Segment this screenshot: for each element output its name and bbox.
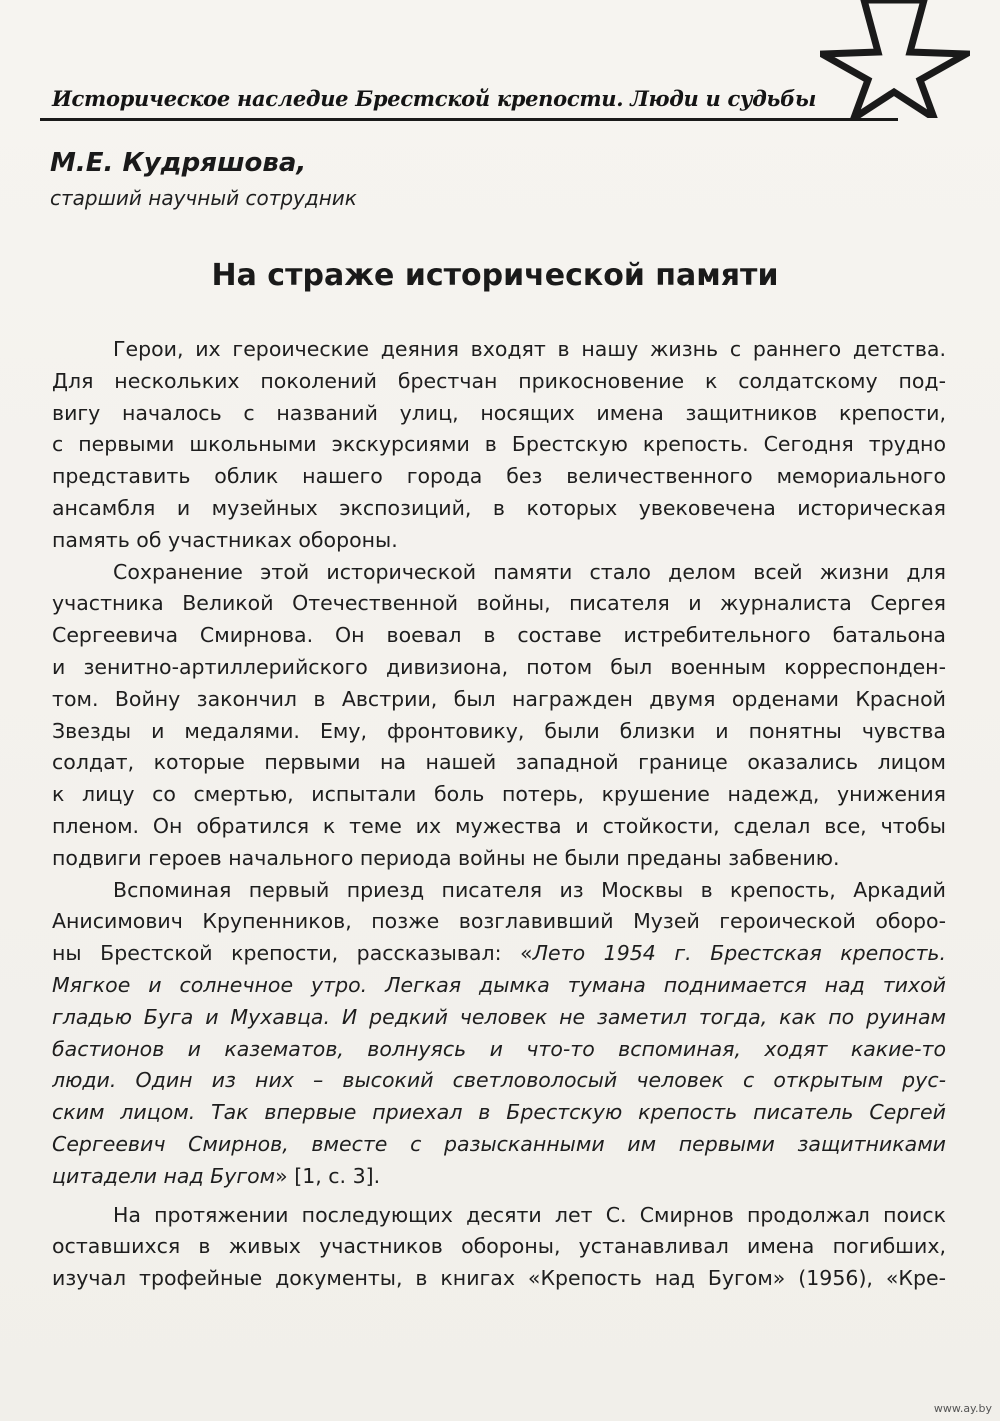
quote-line: Мягкое и солнечное утро. Легкая дымка тумана поднимается над тихой xyxy=(52,972,946,997)
star-outline-icon xyxy=(820,0,970,118)
author-name: М.Е. Кудряшова, xyxy=(50,148,307,178)
paragraph-3 xyxy=(52,875,946,1193)
running-title: Историческое наследие Брестской крепости. Люди и судьбы xyxy=(52,86,817,111)
paragraph-2 xyxy=(52,557,946,875)
watermark: www.ay.by xyxy=(933,1402,992,1415)
text-line: ансамбля и музейных экспозиций, в которых увековечена историческая xyxy=(52,495,946,520)
text-line: и зенитно-артиллерийского дивизиона, потом был военным корреспонден- xyxy=(52,654,946,679)
text-line: подвиги героев начального периода войны не были преданы забвению. xyxy=(52,845,840,870)
text-line: с первыми школьными экскурсиями в Брестскую крепость. Сегодня трудно xyxy=(52,432,946,457)
paragraph-1 xyxy=(52,334,946,557)
text-line: На протяжении последующих десяти лет С. Смирнов продолжал поиск xyxy=(113,1202,946,1227)
paragraph-gap xyxy=(52,1193,946,1200)
header-divider xyxy=(40,118,898,121)
paragraph-4 xyxy=(52,1200,946,1295)
text-line: Сохранение этой исторической памяти стало делом всей жизни для xyxy=(113,559,946,584)
text-line: оставшихся в живых участников обороны, устанавливал имена погибших, xyxy=(52,1234,946,1259)
text-line: к лицу со смертью, испытали боль потерь, крушение надежд, унижения xyxy=(52,782,946,807)
article-body xyxy=(52,334,946,1295)
quote-line: Сергеевич Смирнов, вместе с разысканными им первыми защитниками xyxy=(52,1131,946,1156)
quote-line: ским лицом. Так впервые приехал в Брестскую крепость писатель Сергей xyxy=(52,1100,946,1125)
text-line: память об участниках обороны. xyxy=(52,527,398,552)
text-line xyxy=(52,1161,946,1193)
citation: » [1, с. 3]. xyxy=(275,1163,381,1188)
text-line: представить облик нашего города без величественного мемориального xyxy=(52,464,946,489)
text-line: Вспоминая первый приезд писателя из Москвы в крепость, Аркадий xyxy=(113,877,946,902)
text-span: ны Брестской крепости, рассказывал: « xyxy=(52,941,533,966)
author-position: старший научный сотрудник xyxy=(50,186,357,210)
article-title: На страже исторической памяти xyxy=(211,258,779,293)
quote-line: люди. Один из них – высокий светловолосый человек с открытым рус- xyxy=(52,1068,946,1093)
text-line: изучал трофейные документы, в книгах «Крепость над Бугом» (1956), «Кре- xyxy=(52,1266,946,1291)
text-line: Сергеевича Смирнова. Он воевал в составе истребительного батальона xyxy=(52,623,946,648)
text-line: солдат, которые первыми на нашей западной границе оказались лицом xyxy=(52,750,946,775)
quote-text: цитадели над Бугом xyxy=(52,1163,276,1188)
text-line: участника Великой Отечественной войны, писателя и журналиста Сергея xyxy=(52,591,946,616)
quote-line: гладью Буга и Мухавца. И редкий человек не заметил тогда, как по руинам xyxy=(52,1004,946,1029)
text-line: вигу началось с названий улиц, носящих имена защитников крепости, xyxy=(52,400,946,425)
quote-line: бастионов и казематов, волнуясь и что-то вспоминая, ходят какие-то xyxy=(52,1036,946,1061)
text-line: том. Войну закончил в Австрии, был награжден двумя орденами Красной xyxy=(52,686,946,711)
text-line: Для нескольких поколений брестчан прикосновение к солдатскому под- xyxy=(52,368,946,393)
text-line xyxy=(52,938,946,970)
text-line: пленом. Он обратился к теме их мужества и стойкости, сделал все, чтобы xyxy=(52,813,946,838)
quote-text: Лето 1954 г. Брестская крепость. xyxy=(532,941,946,966)
text-line: Звезды и медалями. Ему, фронтовику, были близки и понятны чувства xyxy=(52,718,946,743)
text-line: Анисимович Крупенников, позже возглавивший Музей героической оборо- xyxy=(52,909,946,934)
text-line: Герои, их героические деяния входят в нашу жизнь с раннего детства. xyxy=(113,337,946,361)
